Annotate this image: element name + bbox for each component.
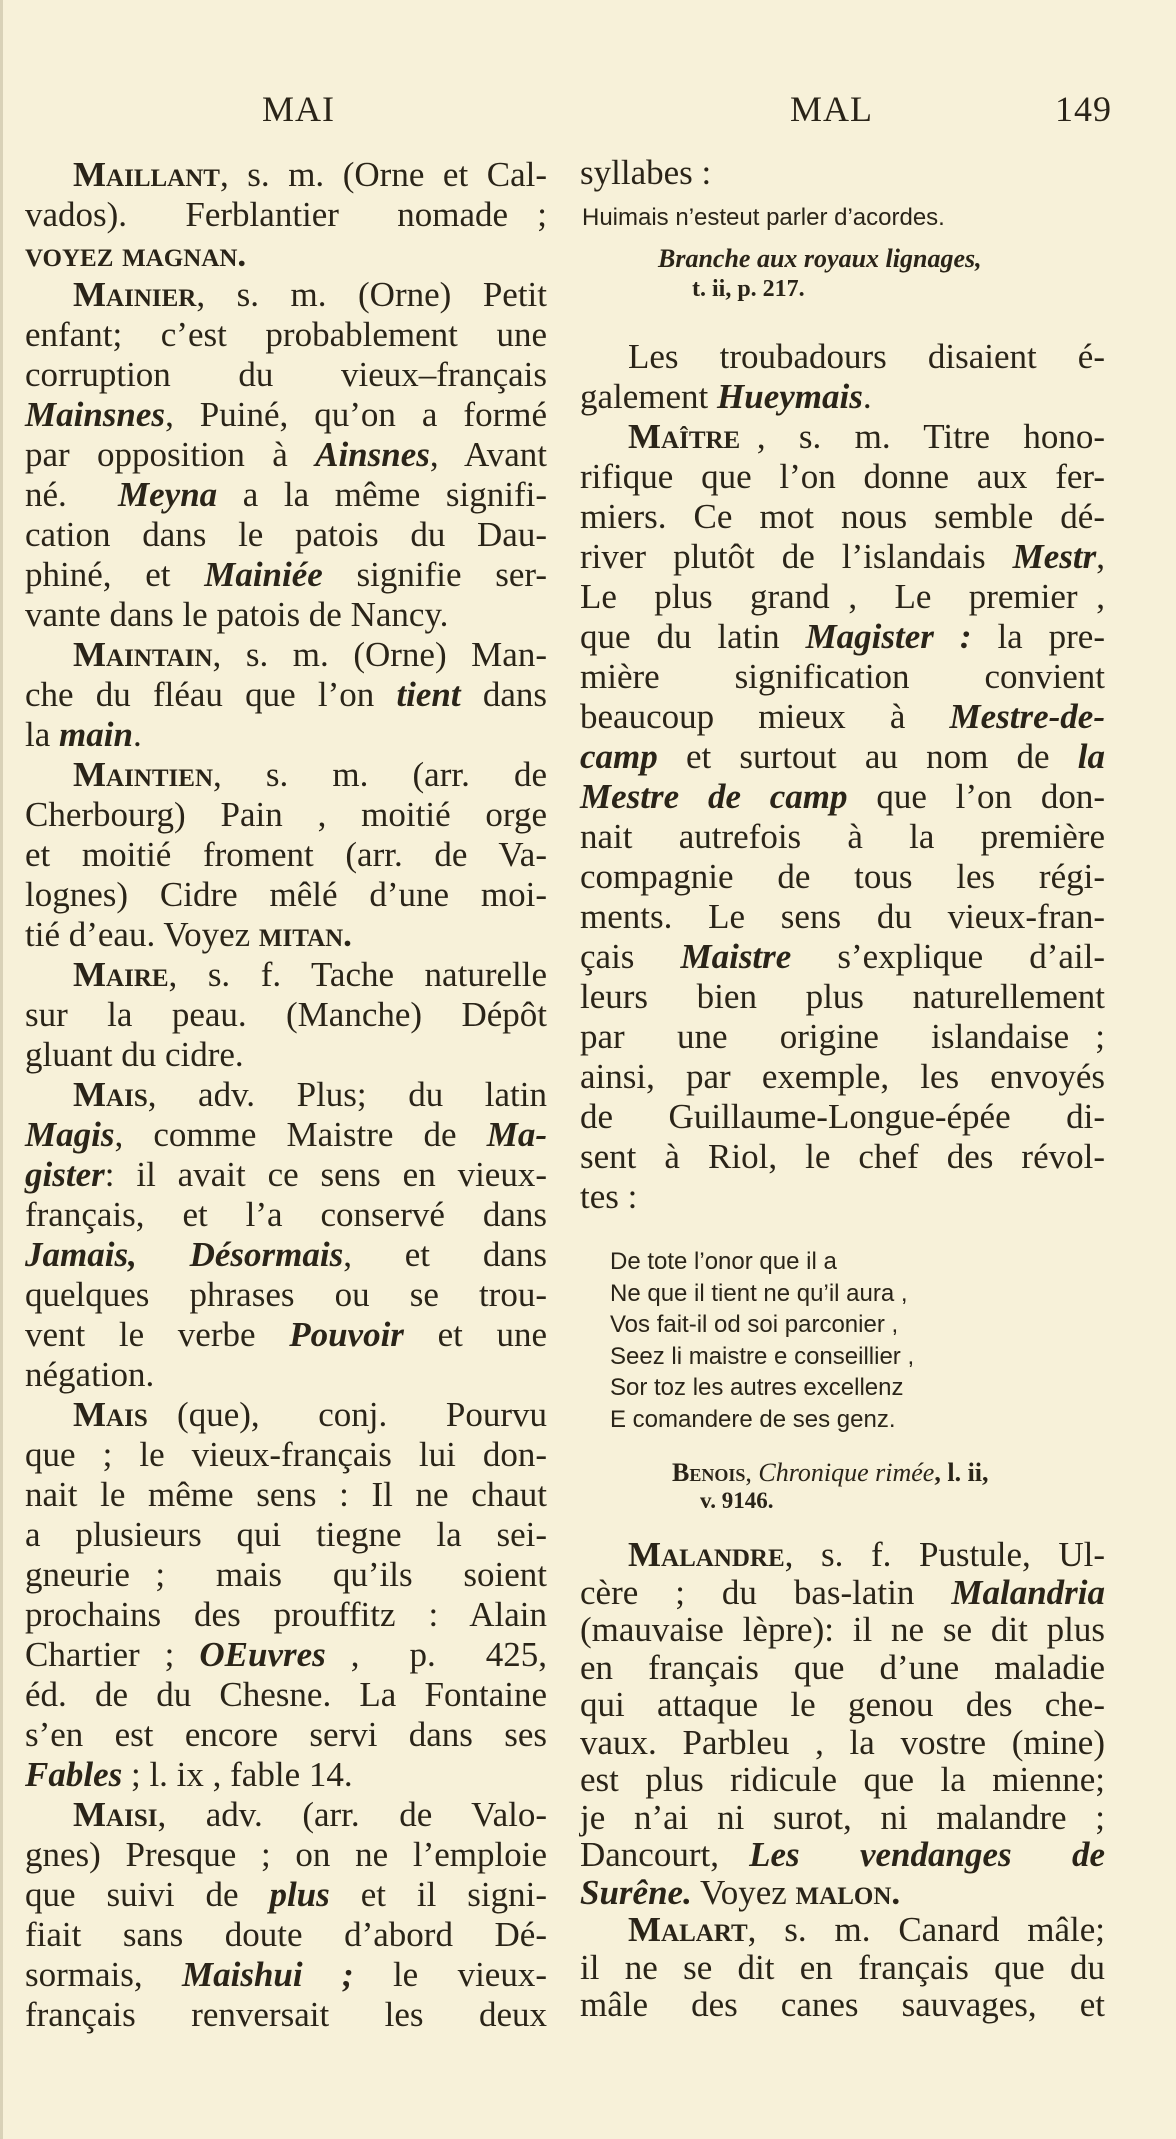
text-line [25,1755,547,1795]
text-line [25,1355,547,1395]
text-line [580,617,1105,657]
text-run: s’en est encore servi dans ses [25,1715,547,1754]
text-line [580,1649,1105,1687]
italic-term: Magister : [805,617,972,656]
text-run: que ; le vieux-français lui don- [25,1435,547,1474]
italic-term: Malandria [951,1572,1105,1612]
text-run: galement [580,377,718,416]
text-line [580,1724,1105,1762]
text-run: fiait sans doute d’abord Dé- [25,1915,547,1954]
italic-term: Ma- [486,1115,547,1154]
text-run: corruption du vieux–français [25,355,547,394]
text-run: çais [580,937,681,976]
text-run: , s. m. Titre hono- [740,417,1105,456]
text-line [25,1595,547,1635]
text-run: sent à Riol, le chef des révol- [580,1137,1105,1176]
text-run: Voyez [691,1872,796,1912]
text-run: , et dans [343,1235,547,1274]
text-run: vent le verbe [25,1315,290,1354]
text-run: gneurie ; mais qu’ils soient [25,1555,547,1594]
text-run: enfant; c’est probablement une [25,315,547,354]
text-run: vados). Ferblantier nomade ; [25,195,547,234]
italic-term: Hueymais [717,377,863,416]
headword: Malandre [628,1535,785,1574]
text-run: français renversait les deux [25,1995,547,2034]
quote-source-ref: t. ii, p. 217. [692,276,805,302]
text-line [580,1836,1105,1874]
running-head-right: MAL [790,89,873,129]
comma: , [745,1458,759,1487]
text-line [580,697,1105,737]
text-run: syllabes : [580,153,712,192]
text-run: que suivi de [25,1875,270,1914]
text-run: mière signification convient [580,657,1105,696]
headword: voyez magnan. [25,235,247,274]
text-run: par une origine islandaise ; [580,1017,1105,1056]
text-line [580,897,1105,937]
text-run: a la même signifi- [217,475,547,514]
poem-source-author: Benois [672,1458,746,1487]
text-line [580,577,1105,617]
text-line [25,1195,547,1235]
text-line [580,777,1105,817]
text-run: nait autrefois à la première [580,817,1105,856]
text-line [25,555,547,595]
text-run: . [132,715,142,754]
text-line [25,875,547,915]
poem-line: E comandere de ses genz. [610,1405,896,1433]
italic-term: main [59,715,133,754]
headword: Maintain [73,635,213,674]
text-run: gluant du cidre. [25,1035,244,1074]
text-line [25,1395,547,1435]
text-run: qui attaque le genou des che- [580,1685,1105,1724]
text-run: tes : [580,1177,638,1216]
text-line [25,1835,547,1875]
italic-term: tient [396,675,461,714]
text-run: la pre- [971,617,1105,656]
text-run: , s. m. (arr. de [213,755,547,794]
text-line [580,1536,1105,1574]
text-run: , Puiné, qu’on a formé [165,395,547,434]
text-run: prochains des prouffitz : Alain [25,1595,547,1634]
italic-term: Mestre de camp [580,777,848,816]
italic-term: Mainsnes [25,395,166,434]
text-line [25,1635,547,1675]
text-line [580,377,1105,417]
text-run: et moitié froment (arr. de Va- [25,835,547,874]
text-line [580,1874,1105,1912]
text-run: , s. m. Canard mâle; [747,1910,1105,1949]
text-line [25,955,547,995]
text-run: ainsi, par exemple, les envoyés [580,1057,1105,1096]
text-line [25,995,547,1035]
text-line [580,497,1105,537]
text-run: le vieux- [353,1955,547,1994]
text-line [25,1515,547,1555]
text-line [580,857,1105,897]
left-column [25,155,547,2035]
text-line [25,635,547,675]
text-run: que du latin [580,617,806,656]
text-run: et il signi- [329,1875,548,1914]
headword: Maisi [73,1795,158,1834]
text-line [580,737,1105,777]
text-line [25,1035,547,1075]
text-line [25,195,547,235]
text-line [580,1799,1105,1837]
text-run: né. [25,475,118,514]
text-run: Chartier ; [25,1635,200,1674]
text-line [580,1686,1105,1724]
italic-term: Surêne. [580,1872,692,1912]
headword: Mais [73,1075,148,1114]
italic-term: Ainsnes [315,435,430,474]
right-column-middle [580,337,1105,1217]
text-run: la [25,715,60,754]
text-line [25,315,547,355]
text-run: , s. f. Pustule, Ul- [784,1535,1105,1574]
page-gutter-edge [0,0,3,2139]
text-line [25,275,547,315]
text-line [25,755,547,795]
text-line [25,1795,547,1835]
italic-term: Jamais, Désormais [25,1235,344,1274]
text-line [25,715,547,755]
text-line [25,155,547,195]
right-column-bottom [580,1536,1105,2024]
poem-line: Ne que il tient ne qu’il aura , [610,1279,908,1307]
text-run: , s. f. Tache naturelle [168,955,547,994]
text-run: nait le même sens : Il ne chaut [25,1475,547,1514]
text-run: éd. de du Chesne. La Fontaine [25,1675,547,1714]
text-run: quelques phrases ou se trou- [25,1275,547,1314]
text-line [25,835,547,875]
text-line [25,1915,547,1955]
italic-term: gister [25,1155,105,1194]
text-line [580,153,1105,193]
text-line [25,235,547,275]
text-run: lognes) Cidre mêlé d’une moi- [25,875,547,914]
text-run: gnes) Presque ; on ne l’emploie [25,1835,547,1874]
text-line [580,1137,1105,1177]
text-run: ments. Le sens du vieux-fran- [580,897,1105,936]
text-run: dans [460,675,547,714]
text-line [25,1875,547,1915]
text-line [580,1017,1105,1057]
text-run: miers. Ce mot nous semble dé- [580,497,1105,536]
text-run: , s. m. (Orne) Man- [212,635,547,674]
text-run: sur la peau. (Manche) Dépôt [25,995,547,1034]
text-line [25,1955,547,1995]
poem-source-book: , l. ii, [934,1458,989,1487]
text-run: s’explique d’ail- [791,937,1105,976]
text-run: Le plus grand , Le premier , [580,577,1105,616]
right-column-top [580,153,1105,193]
text-run: phiné, et [25,555,205,594]
text-line [580,1097,1105,1137]
text-line [25,675,547,715]
text-line [580,1949,1105,1987]
headword: Maître [628,417,741,456]
poem-line: De tote l’onor que il a [610,1248,837,1275]
text-run: que l’on don- [847,777,1105,816]
text-line [25,1315,547,1355]
text-run: compagnie de tous les régi- [580,857,1105,896]
text-line [580,1574,1105,1612]
text-run: , adv. (arr. de Valo- [157,1795,547,1834]
text-run: de Guillaume-Longue-épée di- [580,1097,1105,1136]
text-run: et une [403,1315,548,1354]
italic-term: Fables [25,1755,123,1794]
text-run: (mauvaise lèpre): il ne se dit plus [580,1610,1105,1649]
poem-line: Sor toz les autres excellenz [610,1374,904,1401]
text-run: signifie ser- [322,555,547,594]
text-line [25,1435,547,1475]
italic-term: Mestre-de- [949,697,1105,736]
text-line [580,417,1105,457]
italic-term: la [1077,737,1105,776]
text-run: a plusieurs qui tiegne la sei- [25,1515,547,1554]
text-run: , s. m. (Orne) Petit [196,275,547,314]
text-run: , comme Maistre de [114,1115,487,1154]
text-run: beaucoup mieux à [580,697,950,736]
text-line [580,1911,1105,1949]
text-run: ; l. ix , fable 14. [122,1755,353,1794]
headword: Maire [73,955,169,994]
text-run: il ne se dit en français que du [580,1947,1105,1987]
text-run: cation dans le patois du Dau- [25,515,547,554]
text-run: Les troubadours disaient é- [628,337,1105,376]
text-run: : il avait ce sens en vieux- [104,1155,547,1194]
text-run: Dancourt, [580,1835,750,1874]
poem-line: Vos fait-il od soi parconier , [610,1311,899,1338]
text-run: tié d’eau. Voyez [25,915,259,954]
text-line [25,595,547,635]
poem-source-title: Chronique rimée [758,1458,935,1487]
headword: Maillant [73,155,220,194]
text-run: , p. 425, [325,1635,548,1674]
italic-term: OEuvres [199,1635,326,1674]
quote-line: Huimais n’esteut parler d’acordes. [582,204,945,231]
text-run: sormais, [25,1955,182,1994]
italic-term: Mainiée [204,555,323,594]
running-head-left: MAI [262,89,335,129]
poem-citation [672,1458,989,1488]
text-run: cère ; du bas-latin [580,1572,952,1612]
text-run: river plutôt de l’islandais [580,537,1013,576]
text-run: mâle des canes sauvages, et [580,1985,1105,2024]
text-line [25,515,547,555]
text-line [25,1995,547,2035]
headword: Maintien [73,755,214,794]
text-line [580,657,1105,697]
page-number: 149 [1055,89,1112,129]
text-line [25,355,547,395]
text-line [580,817,1105,857]
text-line [25,1715,547,1755]
poem-source-ref: v. 9146. [700,1488,774,1513]
italic-term: Mestr [1012,537,1097,576]
headword: Mainier [73,275,197,314]
text-run: Cherbourg) Pain , moitié orge [25,795,547,834]
text-run: leurs bien plus naturellement [580,977,1105,1016]
text-run: vaux. Parbleu , la vostre (mine) [580,1722,1105,1762]
text-line [25,795,547,835]
text-line [25,1675,547,1715]
italic-term: Les vendanges de [749,1835,1105,1874]
quote-source-title: Branche aux royaux lignages, [658,244,982,273]
text-run: en français que d’une maladie [580,1647,1105,1687]
text-run: , adv. Plus; du latin [147,1075,547,1114]
poem-block [610,1246,914,1435]
text-line [580,1611,1105,1649]
text-line [580,1986,1105,2024]
italic-term: camp [580,737,658,776]
text-run: français, et l’a conservé dans [25,1195,547,1234]
text-line [25,1555,547,1595]
italic-term: Maishui ; [181,1955,354,1994]
text-run: , [1096,537,1105,576]
text-line [580,457,1105,497]
headword: malon. [795,1872,901,1912]
text-line [25,915,547,955]
headword: Mais [73,1395,148,1434]
text-line [25,395,547,435]
text-line [25,1075,547,1115]
italic-term: Maistre [680,937,792,976]
text-run: je n’ai ni surot, ni malandre ; [580,1797,1105,1837]
text-line [580,1057,1105,1097]
text-run: par opposition à [25,435,316,474]
text-line [25,1235,547,1275]
headword: mitan. [258,915,352,954]
text-line [25,1275,547,1315]
text-run: , s. m. (Orne et Cal- [219,155,547,194]
text-line [580,1761,1105,1799]
text-run: est plus ridicule que la mienne; [580,1760,1105,1799]
text-run: . [862,377,872,416]
italic-term: Meyna [118,475,218,514]
italic-term: Pouvoir [289,1315,404,1354]
text-line [25,1155,547,1195]
text-line [580,937,1105,977]
text-line [580,337,1105,377]
text-line [580,977,1105,1017]
text-run: , Avant [429,435,547,474]
text-run: (que), conj. Pourvu [147,1395,547,1434]
italic-term: Magis [25,1115,115,1154]
text-line [25,1475,547,1515]
text-run: vante dans le patois de Nancy. [25,595,449,634]
text-line [25,1115,547,1155]
text-run: et surtout au nom de [657,737,1078,776]
text-line [25,435,547,475]
text-line [25,475,547,515]
text-line [580,1177,1105,1217]
text-run: négation. [25,1355,155,1394]
headword: Malart [628,1910,748,1949]
italic-term: plus [269,1875,330,1914]
text-run: che du fléau que l’on [25,675,397,714]
poem-line: Seez li maistre e conseillier , [610,1342,915,1370]
text-run: rifique que l’on donne aux fer- [580,457,1105,496]
text-line [580,537,1105,577]
